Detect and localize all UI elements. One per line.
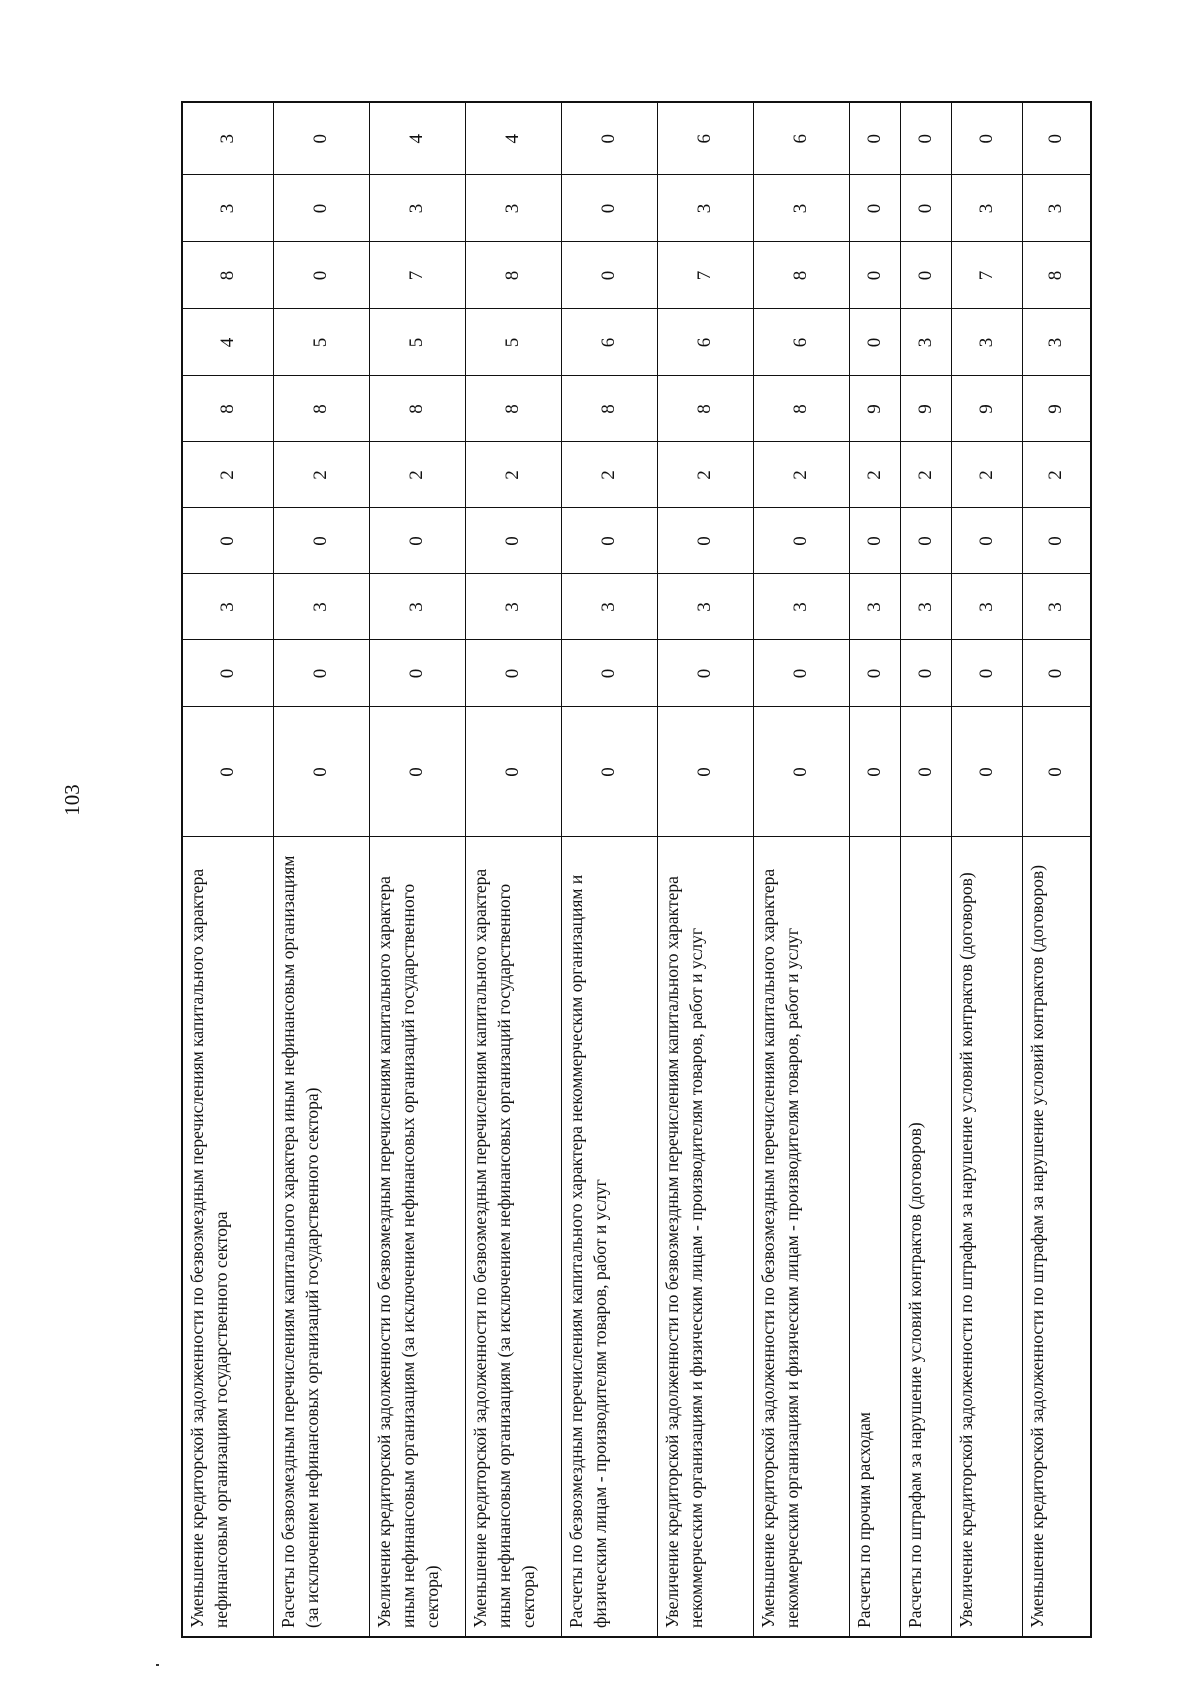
code-digit-cell: 2 (182, 442, 273, 508)
code-digit-cell: 3 (465, 175, 561, 242)
code-digit-cell: 0 (182, 707, 273, 837)
code-digit-cell: 2 (561, 442, 657, 508)
code-digit-cell: 0 (273, 175, 369, 242)
table-row (849, 102, 900, 1637)
code-digit-cell: 3 (182, 175, 273, 242)
table-row (1022, 102, 1091, 1637)
code-digit-cell: 3 (951, 309, 1022, 376)
code-digit-cell: 0 (465, 707, 561, 837)
code-digit-cell: 5 (273, 309, 369, 376)
code-digit-cell: 0 (561, 640, 657, 707)
code-digit-cell: 2 (657, 442, 753, 508)
table-row (273, 102, 369, 1637)
code-digit-cell: 2 (1022, 442, 1091, 508)
code-digit-cell: 0 (561, 508, 657, 574)
row-label: Расчеты по безвозмездным перечислениям капитального характера некоммерческим организациям и физическим лицам - производителям товаров, работ и услуг (561, 837, 657, 1637)
row-label: Уменьшение кредиторской задолженности по штрафам за нарушение условий контрактов (договоров) (1022, 837, 1091, 1637)
code-digit-cell: 0 (561, 707, 657, 837)
code-digit-cell: 2 (951, 442, 1022, 508)
row-label: Уменьшение кредиторской задолженности по безвозмездным перечислениям капитального характера иным нефинансовым организациям (за исключением нефинансовых организаций государственного сектора) (465, 837, 561, 1637)
code-digit-cell: 2 (369, 442, 465, 508)
code-digit-cell: 3 (561, 574, 657, 640)
code-digit-cell: 0 (182, 508, 273, 574)
code-digit-cell: 0 (849, 707, 900, 837)
code-digit-cell: 0 (369, 508, 465, 574)
code-digit-cell: 0 (273, 242, 369, 309)
table-row (369, 102, 465, 1637)
code-digit-cell: 2 (900, 442, 951, 508)
code-digit-cell: 6 (657, 309, 753, 376)
table-row (753, 102, 849, 1637)
code-digit-cell: 8 (657, 376, 753, 442)
code-digit-cell: 8 (182, 376, 273, 442)
code-digit-cell: 3 (753, 574, 849, 640)
code-digit-cell: 8 (753, 376, 849, 442)
code-digit-cell: 6 (657, 102, 753, 175)
code-digit-cell: 7 (369, 242, 465, 309)
rotated-table-container (181, 103, 1090, 1638)
table-row (900, 102, 951, 1637)
row-label: Увеличение кредиторской задолженности по безвозмездным перечислениям капитального характера некоммерческим организациям и физическим лицам - производителям товаров, работ и услуг (657, 837, 753, 1637)
code-digit-cell: 3 (182, 574, 273, 640)
code-digit-cell: 2 (849, 442, 900, 508)
code-digit-cell: 3 (465, 574, 561, 640)
code-digit-cell: 0 (849, 175, 900, 242)
code-digit-cell: 2 (273, 442, 369, 508)
code-digit-cell: 3 (849, 574, 900, 640)
code-digit-cell: 9 (1022, 376, 1091, 442)
code-digit-cell: 3 (1022, 309, 1091, 376)
code-digit-cell: 3 (273, 574, 369, 640)
code-digit-cell: 8 (369, 376, 465, 442)
code-digit-cell: 0 (753, 508, 849, 574)
code-digit-cell: 7 (951, 242, 1022, 309)
code-digit-cell: 8 (753, 242, 849, 309)
code-digit-cell: 4 (465, 102, 561, 175)
code-digit-cell: 0 (657, 640, 753, 707)
code-digit-cell: 3 (369, 574, 465, 640)
code-digit-cell: 0 (465, 640, 561, 707)
code-digit-cell: 0 (900, 175, 951, 242)
code-digit-cell: 0 (273, 508, 369, 574)
code-digit-cell: 0 (900, 640, 951, 707)
code-digit-cell: 0 (1022, 508, 1091, 574)
code-digit-cell: 3 (1022, 175, 1091, 242)
code-digit-cell: 7 (657, 242, 753, 309)
code-digit-cell: 3 (182, 102, 273, 175)
code-digit-cell: 0 (561, 102, 657, 175)
code-digit-cell: 9 (849, 376, 900, 442)
code-digit-cell: 0 (1022, 707, 1091, 837)
scan-speck (156, 1664, 159, 1666)
code-digit-cell: 8 (1022, 242, 1091, 309)
row-label: Расчеты по безвозмездным перечислениям капитального характера иным нефинансовым организациям (за исключением нефинансовых организаций государственного сектора) (273, 837, 369, 1637)
code-digit-cell: 0 (900, 508, 951, 574)
code-digit-cell: 3 (657, 175, 753, 242)
code-digit-cell: 0 (1022, 102, 1091, 175)
code-digit-cell: 8 (465, 242, 561, 309)
row-label: Увеличение кредиторской задолженности по безвозмездным перечислениям капитального характера иным нефинансовым организациям (за исключением нефинансовых организаций государственного сектора) (369, 837, 465, 1637)
code-digit-cell: 6 (561, 309, 657, 376)
code-digit-cell: 0 (273, 707, 369, 837)
code-digit-cell: 0 (900, 707, 951, 837)
code-digit-cell: 0 (900, 102, 951, 175)
accounts-table (181, 101, 1092, 1638)
table-body (182, 102, 1091, 1637)
code-digit-cell: 3 (951, 175, 1022, 242)
code-digit-cell: 0 (951, 707, 1022, 837)
table-row (465, 102, 561, 1637)
code-digit-cell: 0 (753, 640, 849, 707)
code-digit-cell: 0 (849, 102, 900, 175)
code-digit-cell: 0 (657, 707, 753, 837)
code-digit-cell: 8 (561, 376, 657, 442)
code-digit-cell: 3 (951, 574, 1022, 640)
row-label: Уменьшение кредиторской задолженности по безвозмездным перечислениям капитального характера нефинансовым организациям государственного сектора (182, 837, 273, 1637)
code-digit-cell: 0 (561, 242, 657, 309)
row-label: Расчеты по штрафам за нарушение условий контрактов (договоров) (900, 837, 951, 1637)
code-digit-cell: 5 (369, 309, 465, 376)
code-digit-cell: 6 (753, 102, 849, 175)
code-digit-cell: 0 (1022, 640, 1091, 707)
code-digit-cell: 0 (849, 640, 900, 707)
table-row (561, 102, 657, 1637)
code-digit-cell: 0 (753, 707, 849, 837)
code-digit-cell: 4 (182, 309, 273, 376)
code-digit-cell: 0 (561, 175, 657, 242)
code-digit-cell: 3 (369, 175, 465, 242)
page-number: 103 (60, 784, 84, 816)
code-digit-cell: 3 (900, 574, 951, 640)
table-row (182, 102, 273, 1637)
code-digit-cell: 0 (951, 640, 1022, 707)
code-digit-cell: 0 (657, 508, 753, 574)
code-digit-cell: 2 (753, 442, 849, 508)
row-label: Расчеты по прочим расходам (849, 837, 900, 1637)
code-digit-cell: 3 (753, 175, 849, 242)
code-digit-cell: 9 (951, 376, 1022, 442)
row-label: Увеличение кредиторской задолженности по штрафам за нарушение условий контрактов (договоров) (951, 837, 1022, 1637)
row-label: Уменьшение кредиторской задолженности по безвозмездным перечислениям капитального характера некоммерческим организациям и физическим лицам - производителям товаров, работ и услуг (753, 837, 849, 1637)
code-digit-cell: 0 (900, 242, 951, 309)
code-digit-cell: 0 (951, 508, 1022, 574)
code-digit-cell: 5 (465, 309, 561, 376)
code-digit-cell: 8 (465, 376, 561, 442)
table-row (951, 102, 1022, 1637)
code-digit-cell: 0 (465, 508, 561, 574)
code-digit-cell: 4 (369, 102, 465, 175)
code-digit-cell: 0 (849, 309, 900, 376)
table-row (657, 102, 753, 1637)
code-digit-cell: 3 (657, 574, 753, 640)
code-digit-cell: 9 (900, 376, 951, 442)
code-digit-cell: 8 (182, 242, 273, 309)
code-digit-cell: 0 (273, 102, 369, 175)
code-digit-cell: 0 (951, 102, 1022, 175)
code-digit-cell: 6 (753, 309, 849, 376)
code-digit-cell: 0 (182, 640, 273, 707)
code-digit-cell: 0 (849, 242, 900, 309)
code-digit-cell: 0 (849, 508, 900, 574)
code-digit-cell: 0 (369, 707, 465, 837)
code-digit-cell: 2 (465, 442, 561, 508)
code-digit-cell: 0 (369, 640, 465, 707)
code-digit-cell: 8 (273, 376, 369, 442)
code-digit-cell: 3 (1022, 574, 1091, 640)
code-digit-cell: 0 (273, 640, 369, 707)
code-digit-cell: 3 (900, 309, 951, 376)
